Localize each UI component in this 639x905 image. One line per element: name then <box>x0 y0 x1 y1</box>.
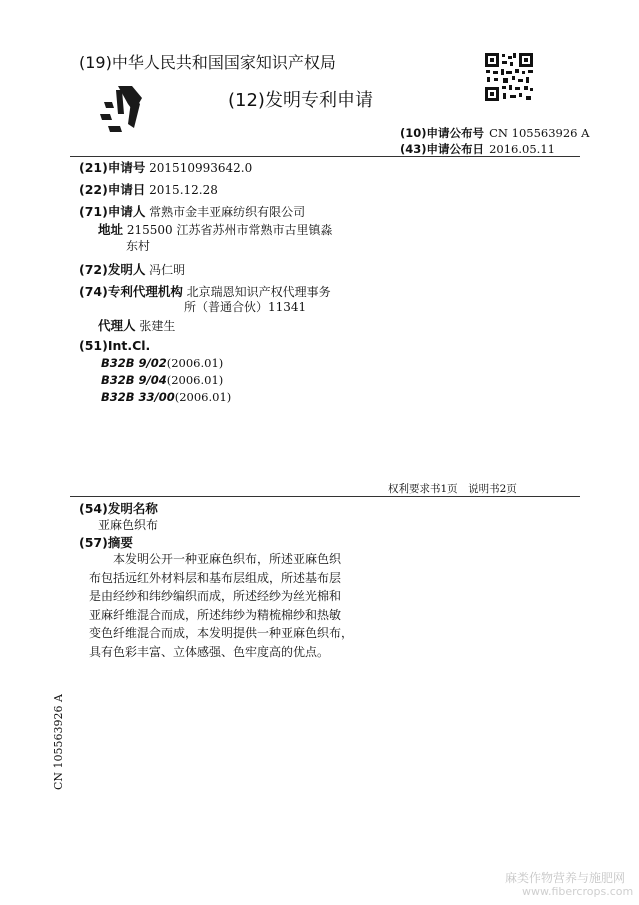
title-label <box>79 499 158 517</box>
agent-label: 代理人 <box>98 318 136 333</box>
watermark-site-name: 麻类作物营养与施肥网 <box>505 871 626 885</box>
inventor-row <box>79 260 185 278</box>
address-line-2: 东村 <box>126 239 151 253</box>
address-row <box>98 220 332 238</box>
agent: 张建生 <box>139 319 176 333</box>
ipc-class-3 <box>101 390 231 404</box>
abstract-divider <box>70 496 580 497</box>
ipc-code: B32B 9/02 <box>101 356 167 370</box>
application-number-label: (21)申请号 <box>79 160 146 175</box>
ipc-label-text: (51)Int.Cl. <box>79 338 151 353</box>
ipc-code: B32B 33/00 <box>101 390 175 404</box>
abstract-label <box>79 533 133 551</box>
ipc-code: B32B 9/04 <box>101 373 167 387</box>
ipc-class-1 <box>101 356 223 370</box>
publication-date-row <box>400 138 555 157</box>
publication-number: CN 105563926 A <box>489 126 590 140</box>
inventor-label: (72)发明人 <box>79 262 146 277</box>
invention-title: 亚麻色织布 <box>98 518 159 532</box>
watermark-url: www.fibercrops.com <box>522 885 634 898</box>
application-number-row <box>79 158 252 176</box>
page-count: 权利要求书1页 说明书2页 <box>388 483 517 495</box>
abstract-line: 本发明公开一种亚麻色织布，所述亚麻色织 <box>89 552 342 566</box>
abstract-line: 是由经纱和纬纱编织而成，所述经纱为丝光棉和 <box>89 589 342 604</box>
publication-date: 2016.05.11 <box>489 142 555 156</box>
publication-number-label: (10)申请公布号 <box>400 126 485 140</box>
ipc-label <box>79 338 150 353</box>
agency-line-1: 北京瑞恩知识产权代理事务 <box>186 285 331 299</box>
filing-date-label: (22)申请日 <box>79 182 146 197</box>
abstract-line: 布包括远红外材料层和基布层组成，所述基布层 <box>89 570 342 585</box>
patent-office-logo-icon <box>98 84 154 138</box>
ipc-class-2 <box>101 373 223 387</box>
agent-row <box>98 316 175 334</box>
applicant-row <box>79 202 305 220</box>
filing-date: 2015.12.28 <box>149 183 218 197</box>
ipc-version: (2006.01) <box>166 373 224 387</box>
publication-date-label: (43)申请公布日 <box>400 142 485 156</box>
applicant-label: (71)申请人 <box>79 204 146 219</box>
document-type: (12)发明专利申请 <box>228 90 373 111</box>
ipc-version: (2006.01) <box>174 390 232 404</box>
abstract-label-text: (57)摘要 <box>79 535 133 550</box>
address-label: 地址 <box>98 222 124 237</box>
side-publication-number: CN 105563926 A <box>52 694 65 790</box>
applicant: 常熟市金丰亚麻纺织有限公司 <box>149 205 306 219</box>
inventor: 冯仁明 <box>149 263 186 277</box>
abstract-line: 亚麻纤维混合而成，所述纬纱为精梳棉纱和热敏 <box>89 607 342 622</box>
office-name: (19)中华人民共和国国家知识产权局 <box>79 53 336 72</box>
header-divider <box>70 156 580 157</box>
agency-label: (74)专利代理机构 <box>79 284 183 299</box>
ipc-version: (2006.01) <box>166 356 224 370</box>
application-number: 201510993642.0 <box>149 161 253 175</box>
qr-code-icon <box>484 52 534 106</box>
agency-line-2: 所（普通合伙）11341 <box>184 300 307 314</box>
abstract-line: 具有色彩丰富、立体感强、色牢度高的优点。 <box>89 644 330 659</box>
abstract-line: 变色纤维混合而成，本发明提供一种亚麻色织布， <box>89 626 354 641</box>
filing-date-row <box>79 180 218 198</box>
abstract-text <box>89 550 353 662</box>
title-label-text: (54)发明名称 <box>79 501 158 516</box>
address-line-1: 215500 江苏省苏州市常熟市古里镇淼 <box>126 223 333 237</box>
